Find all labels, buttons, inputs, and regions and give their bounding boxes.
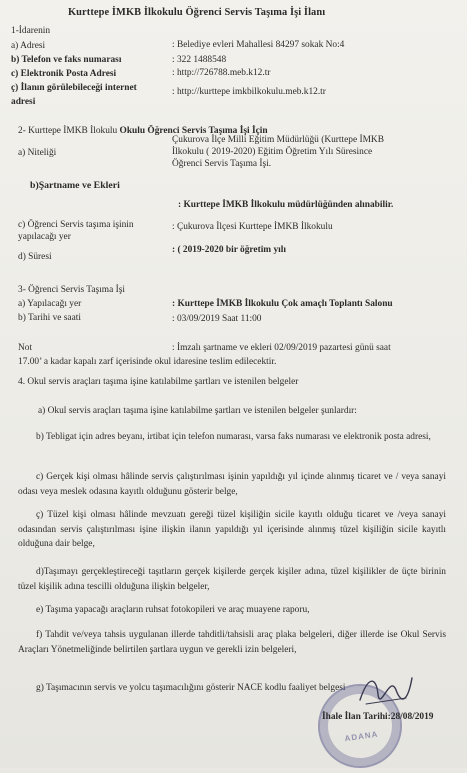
- section2-heading-bold: Okulu Öğrenci Servis Taşıma İşi İçin: [119, 126, 268, 136]
- requirement-e: e) Taşıma yapacağı araçların ruhsat fotokopileri ve araç muayene raporu,: [36, 605, 310, 615]
- internet-label: ç) İlanın görülebileceği internet: [11, 83, 137, 93]
- phone-label: b) Telefon ve faks numarası: [11, 55, 122, 65]
- section3-heading: 3- Öğrenci Servis Taşıma İşi: [18, 285, 125, 295]
- not-line-2: 17.00’ a kadar kapalı zarf içerisinde okul idaresine teslim edilecektir.: [18, 357, 277, 367]
- requirement-g: g) Taşımacının servis ve yolcu taşımacılığını gösterir NACE kodlu faaliyet belgesi: [36, 683, 346, 693]
- section1-heading: 1-İdarenin: [11, 26, 51, 36]
- requirement-c: c) Gerçek kişi olması hâlinde servis çalıştırılması işinin yapıldığı yıl içinde alınmış ticaret ve / veya sanayi odası veya meslek odasına kayıtlı olduğunu gösterir belge,: [18, 472, 446, 497]
- section4-heading: 4. Okul servis araçları taşıma işine katılabilme şartları ve istenilen belgeler: [18, 377, 299, 387]
- address-label: a) Adresi: [11, 41, 46, 51]
- official-stamp: ADANA: [313, 679, 408, 773]
- signature: [356, 670, 416, 710]
- yapilacagi-yer-label: a) Yapılacağı yer: [18, 299, 82, 309]
- niteligi-line-3: Öğrenci Servis Taşıma İşi.: [172, 159, 272, 169]
- sartname-label: b)Şartname ve Ekleri: [30, 180, 120, 191]
- address-value: : Belediye evleri Mahallesi 84297 sokak No:4: [172, 40, 345, 50]
- yer-label-line2: yapılacağı yer: [18, 232, 71, 242]
- not-line-1: : İmzalı şartname ve ekleri 02/09/2019 pazartesi günü saat: [172, 343, 391, 353]
- requirement-f: f) Tahdit ve/veya tahsis uygulanan illerde tahditli/tahsisli araç plaka belgeleri, diğer illerde ise Okul Servis Araçları Yönetmeliğinde belirtilen şartlara uygun ve gerekli izin belgeleri,: [18, 630, 446, 655]
- suresi-label: d) Süresi: [18, 252, 52, 262]
- phone-value: : 322 1488548: [172, 55, 227, 65]
- yapilacagi-yer-value: : Kurttepe İMKB İlkokulu Çok amaçlı Toplantı Salonu: [172, 299, 393, 309]
- internet-value: : http://kurttepe imkbilkokulu.meb.k12.tr: [172, 87, 326, 97]
- ihale-ilan-tarihi: İhale İlan Tarihi:28/08/2019: [322, 712, 434, 722]
- tarih-label: b) Tarihi ve saati: [18, 313, 81, 323]
- niteligi-line-2: İlkokulu ( 2019-2020) Eğitim Öğretim Yılı Süresince: [172, 147, 373, 157]
- tarih-value: : 03/09/2019 Saat 11:00: [172, 314, 262, 324]
- requirement-cc: ç) Tüzel kişi olması hâlinde mevzuatı gereği tüzel kişiliğin sicile kayıtlı olduğu ticaret ve /veya sanayi odasından servis çalıştırılması işine ilişkin ilanın yapıldığı yıl içerisinde alınmış tüzel kişiliğin sicile kayıtlı olduğuna dair belge,: [18, 510, 446, 549]
- internet-label-line2: adresi: [11, 97, 36, 107]
- niteligi-line-1: Çukurova İlçe Milli Eğitim Müdürlüğü (Kurttepe İMKB: [172, 135, 384, 145]
- document-title: Kurttepe İMKB İlkokulu Öğrenci Servis Taşıma İşi İlanı: [68, 7, 326, 18]
- requirement-b: b) Tebligat için adres beyanı, irtibat için telefon numarası, varsa faks numarası ve elektronik posta adresi,: [36, 432, 431, 442]
- niteligi-label: a) Niteliği: [18, 148, 57, 158]
- email-value: : http://726788.meb.k12.tr: [172, 68, 271, 78]
- yer-value: : Çukurova İlçesi Kurttepe İMKB İlkokulu: [172, 222, 333, 232]
- section2-heading-plain: 2- Kurttepe İMKB İlokulu: [18, 126, 120, 136]
- sartname-value: : Kurttepe İMKB İlkokulu müdürlüğünden alınabilir.: [178, 200, 394, 210]
- requirement-d: d)Taşımayı gerçekleştireceği taşıtların gerçek kişilerde gerçek kişiler adına, tüzel kişilikler de üçte birinin tüzel kişilik adına tescilli olduğuna ilişkin belgeler,: [18, 567, 446, 592]
- email-label: c) Elektronik Posta Adresi: [11, 69, 117, 79]
- yer-label: c) Öğrenci Servis taşıma işinin: [18, 220, 134, 230]
- suresi-value: : ( 2019-2020 bir öğretim yılı: [172, 245, 286, 255]
- not-label: Not: [18, 343, 33, 353]
- requirement-a: a) Okul servis araçları taşıma işine katılabilme şartları ve istenilen belgeler şunlardır:: [38, 406, 357, 416]
